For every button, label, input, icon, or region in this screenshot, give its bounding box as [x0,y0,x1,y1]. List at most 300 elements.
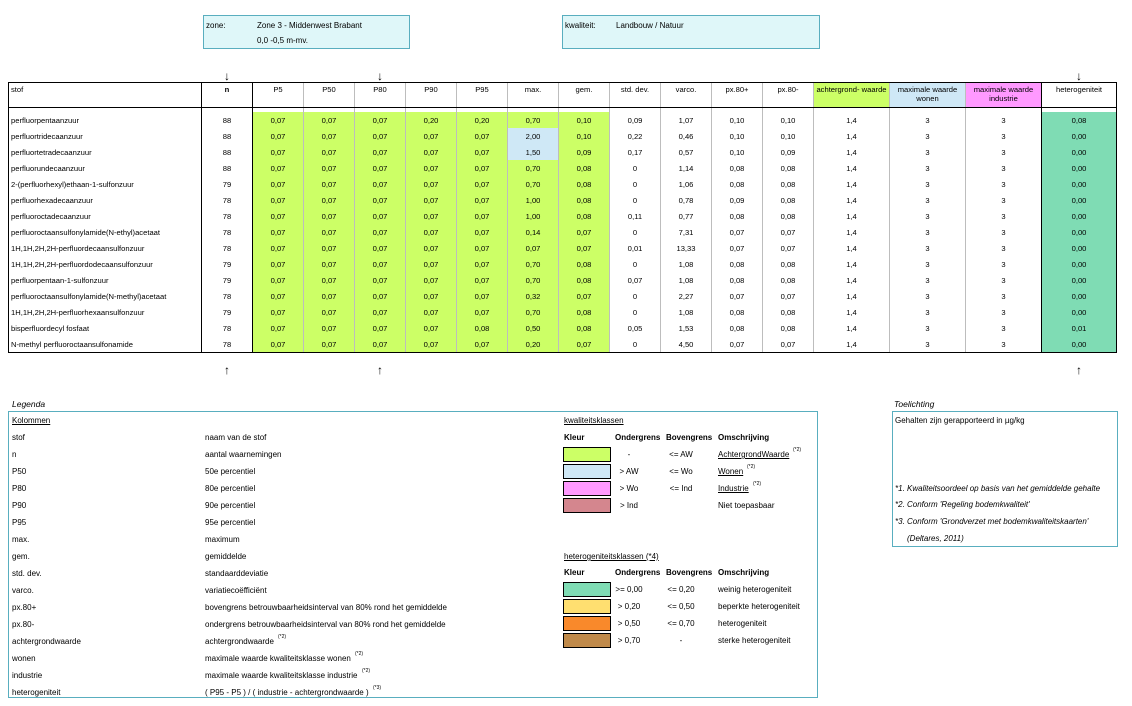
zone-box [203,15,410,49]
table-cell: 0,07 [457,144,508,160]
table-cell: 0,07 [304,176,355,192]
legend-desc: maximale waarde kwaliteitsklasse wonen [205,654,351,663]
table-cell: 0,07 [559,336,610,353]
table-cell: 0,46 [661,128,712,144]
table-cell: 0,01 [1042,320,1117,336]
table-cell: 0,07 [457,288,508,304]
legend-key: P50 [12,467,27,476]
table-cell: 1,07 [661,112,712,128]
col-header: maximale waarde wonen [890,83,966,108]
table-cell: 0,70 [508,272,559,288]
table-cell: 0,10 [712,128,763,144]
substance-name-cell: perfluortetradecaanzuur [9,144,202,160]
table-cell: 0 [610,224,661,240]
table-cell: 0 [610,176,661,192]
substance-name-cell: perfluorhexadecaanzuur [9,192,202,208]
table-cell: 1,4 [814,192,890,208]
legend-note: (*2) [278,634,287,640]
table-cell: 0,07 [457,240,508,256]
table-cell: 13,33 [661,240,712,256]
substance-name-cell: perfluorundecaanzuur [9,160,202,176]
table-cell: 1,4 [814,288,890,304]
table-cell: 0,08 [559,176,610,192]
kw-header-onder: Ondergrens [615,433,661,442]
table-cell: 3 [890,224,966,240]
arrow-up-het-icon: ↑ [1076,363,1082,377]
toelichting-note: *2. Conform 'Regeling bodemkwaliteit' [895,500,1030,509]
table-cell: 0,10 [763,128,814,144]
swatch-onder: > 0,70 [617,636,641,645]
legend-desc: aantal waarnemingen [205,450,282,459]
legend-key: industrie [12,671,43,680]
table-cell: 3 [890,160,966,176]
table-cell: 0,08 [712,160,763,176]
table-cell: 0,07 [355,128,406,144]
table-cell: 1,08 [661,272,712,288]
table-cell: 0,07 [457,208,508,224]
table-row [9,256,1117,272]
legend-key: P90 [12,501,27,510]
table-cell: 0,08 [559,304,610,320]
table-cell: 0,32 [508,288,559,304]
color-swatch [563,498,611,513]
table-cell: 3 [890,128,966,144]
table-cell: 0,10 [559,128,610,144]
table-cell: 1,4 [814,320,890,336]
table-cell: 0,07 [304,256,355,272]
table-cell: 0,07 [355,304,406,320]
color-swatch [563,464,611,479]
table-cell: 79 [202,304,253,320]
table-cell: 0,07 [763,240,814,256]
table-row [9,304,1117,320]
toelichting-note: *3. Conform 'Grondverzet met bodemkwaliteitskaarten' [895,517,1089,526]
table-cell: 0 [610,288,661,304]
table-cell: 2,27 [661,288,712,304]
table-cell: 7,31 [661,224,712,240]
swatch-onder: > 0,50 [617,619,641,628]
kwaliteit-box [562,15,820,49]
table-cell: 78 [202,288,253,304]
het-header-boven: Bovengrens [666,568,713,577]
col-header: varco. [661,83,712,108]
table-cell: 1,4 [814,144,890,160]
table-cell: 0,20 [406,112,457,128]
table-cell: 0,07 [253,208,304,224]
table-cell: 0,78 [661,192,712,208]
table-row [9,192,1117,208]
legend-desc: naam van de stof [205,433,267,442]
arrow-down-p80-icon: ↓ [377,69,383,83]
table-cell: 0,00 [1042,240,1117,256]
table-cell: 78 [202,240,253,256]
table-cell: 0,77 [661,208,712,224]
table-cell: 1,06 [661,176,712,192]
table-cell: 1,4 [814,224,890,240]
legend-note: (*3) [373,685,382,691]
kwaliteit-title: kwaliteitsklassen [564,416,624,425]
legend-key: heterogeniteit [12,688,61,697]
legend-key: wonen [12,654,36,663]
swatch-onder: >= 0,00 [615,585,643,594]
table-cell: 0,08 [457,320,508,336]
table-cell: 0,08 [712,320,763,336]
legend-note: (*2) [362,668,371,674]
table-cell: 0,05 [610,320,661,336]
table-cell: 3 [890,112,966,128]
swatch-boven: <= 0,50 [667,602,695,611]
table-cell: 0,07 [253,336,304,353]
table-cell: 0,07 [355,336,406,353]
substance-name-cell: perfluorpentaanzuur [9,112,202,128]
table-cell: 0,07 [457,272,508,288]
table-cell: 0,07 [457,336,508,353]
table-cell: 3 [890,176,966,192]
table-cell: 0,00 [1042,176,1117,192]
table-row [9,176,1117,192]
substance-name-cell: bisperfluordecyl fosfaat [9,320,202,336]
col-header: P5 [253,83,304,108]
table-cell: 1,50 [508,144,559,160]
zone-label: zone: [206,21,226,30]
color-swatch [563,481,611,496]
legend-desc: ( P95 - P5 ) / ( industrie - achtergrondwaarde ) [205,688,369,697]
table-row [9,272,1117,288]
table-cell: 0,08 [763,256,814,272]
table-cell: 3 [966,160,1042,176]
table-cell: 0,07 [457,176,508,192]
table-cell: 0,08 [559,208,610,224]
table-cell: 0,07 [406,128,457,144]
table-cell: 1,4 [814,256,890,272]
table-row [9,144,1117,160]
table-row [9,112,1117,128]
table-cell: 0,07 [406,288,457,304]
table-cell: 0,08 [1042,112,1117,128]
table-cell: 0,07 [253,240,304,256]
table-cell: 0,70 [508,304,559,320]
color-swatch [563,599,611,614]
table-cell: 0,07 [406,224,457,240]
table-cell: 3 [966,144,1042,160]
toelichting-box [892,411,1118,547]
table-cell: 0,07 [406,208,457,224]
table-cell: 0,07 [355,224,406,240]
table-cell: 0,08 [763,192,814,208]
table-cell: 3 [966,304,1042,320]
table-row [9,320,1117,336]
col-header: px.80- [763,83,814,108]
swatch-onder: - [627,450,631,459]
table-cell: 3 [890,336,966,353]
table-cell: 0,07 [559,240,610,256]
table-cell: 0,14 [508,224,559,240]
table-cell: 0,07 [457,192,508,208]
table-cell: 0,22 [610,128,661,144]
arrow-down-n-icon: ↓ [224,69,230,83]
depth-value: 0,0 -0,5 m-mv. [257,36,308,45]
swatch-note: (*2) [753,481,762,487]
table-cell: 3 [890,272,966,288]
legend-desc: bovengrens betrouwbaarheidsinterval van 80% rond het gemiddelde [205,603,447,612]
table-cell: 3 [966,112,1042,128]
legend-key: stof [12,433,25,442]
table-cell: 0,07 [304,320,355,336]
table-cell: 0,07 [355,272,406,288]
legend-desc: maximum [205,535,240,544]
table-cell: 0,07 [712,336,763,353]
table-cell: 4,50 [661,336,712,353]
table-cell: 3 [966,288,1042,304]
table-cell: 0,10 [712,144,763,160]
table-cell: 2,00 [508,128,559,144]
table-cell: 0,20 [457,112,508,128]
table-cell: 0,07 [406,144,457,160]
table-cell: 0,07 [406,272,457,288]
table-cell: 0,07 [406,304,457,320]
table-cell: 88 [202,160,253,176]
table-header-row [9,83,1117,108]
table-cell: 0,50 [508,320,559,336]
table-cell: 3 [966,224,1042,240]
table-cell: 0,70 [508,176,559,192]
kwaliteit-value: Landbouw / Natuur [616,21,684,30]
table-row [9,160,1117,176]
table-cell: 0,57 [661,144,712,160]
table-cell: 0,08 [712,176,763,192]
swatch-oms: Industrie [718,484,749,493]
table-cell: 3 [966,336,1042,353]
table-cell: 0,17 [610,144,661,160]
kw-header-kleur: Kleur [564,433,585,442]
table-cell: 3 [890,288,966,304]
swatch-note: (*2) [747,464,756,470]
table-cell: 0,07 [763,224,814,240]
table-cell: 0,07 [253,256,304,272]
legend-desc: 50e percentiel [205,467,256,476]
substance-name-cell: N-methyl perfluoroctaansulfonamide [9,336,202,353]
table-cell: 1,4 [814,208,890,224]
table-cell: 1,14 [661,160,712,176]
legend-desc: gemiddelde [205,552,247,561]
table-cell: 0,00 [1042,288,1117,304]
table-cell: 0,10 [559,112,610,128]
table-cell: 0,08 [559,256,610,272]
table-cell: 0,08 [763,208,814,224]
legend-key: n [12,450,17,459]
table-cell: 0,07 [304,208,355,224]
table-cell: 3 [890,256,966,272]
col-header: stof [9,83,202,108]
swatch-oms: heterogeniteit [718,619,767,628]
substance-name-cell: perfluoroctaansulfonylamide(N-ethyl)acetaat [9,224,202,240]
table-cell: 0 [610,336,661,353]
swatch-boven: <= 0,20 [667,585,695,594]
swatch-onder: > 0,20 [617,602,641,611]
table-cell: 0,07 [253,176,304,192]
legend-desc: 80e percentiel [205,484,256,493]
table-cell: 3 [890,144,966,160]
table-cell: 0,07 [457,224,508,240]
legend-desc: achtergrondwaarde [205,637,274,646]
table-cell: 0 [610,256,661,272]
substance-name-cell: 1H,1H,2H,2H-perfluordodecaansulfonzuur [9,256,202,272]
table-cell: 0,70 [508,112,559,128]
table-cell: 0,08 [712,272,763,288]
table-cell: 78 [202,320,253,336]
table-cell: 0,70 [508,160,559,176]
substance-name-cell: perfluortridecaanzuur [9,128,202,144]
table-cell: 0,07 [457,128,508,144]
table-cell: 3 [890,320,966,336]
swatch-onder: > AW [619,467,639,476]
table-cell: 0,07 [355,144,406,160]
table-cell: 3 [966,320,1042,336]
legend-key: achtergrondwaarde [12,637,81,646]
table-cell: 3 [966,240,1042,256]
table-row [9,224,1117,240]
col-header: P90 [406,83,457,108]
table-cell: 0,08 [712,256,763,272]
substance-name-cell: perfluorpentaan-1-sulfonzuur [9,272,202,288]
table-cell: 79 [202,256,253,272]
swatch-note: (*2) [793,447,802,453]
swatch-oms: AchtergrondWaarde [718,450,790,459]
table-cell: 1,4 [814,128,890,144]
col-header: P95 [457,83,508,108]
table-cell: 0,70 [508,256,559,272]
arrow-up-p80-icon: ↑ [377,363,383,377]
table-cell: 0,07 [355,256,406,272]
kw-header-boven: Bovengrens [666,433,713,442]
legend-key: P95 [12,518,27,527]
col-header: achtergrond- waarde [814,83,890,108]
table-cell: 88 [202,128,253,144]
table-cell: 3 [966,272,1042,288]
table-cell: 0,09 [610,112,661,128]
table-cell: 0,07 [406,192,457,208]
table-cell: 0,07 [304,240,355,256]
kwaliteit-label: kwaliteit: [565,21,596,30]
arrow-down-het-icon: ↓ [1076,69,1082,83]
table-cell: 0,07 [253,224,304,240]
table-cell: 0,10 [712,112,763,128]
table-cell: 3 [966,128,1042,144]
col-header: n [202,83,253,108]
table-cell: 79 [202,272,253,288]
table-cell: 0,07 [406,256,457,272]
col-header: heterogeniteit [1042,83,1117,108]
table-cell: 0,07 [355,320,406,336]
table-cell: 0,07 [355,176,406,192]
legend-desc: maximale waarde kwaliteitsklasse industrie [205,671,358,680]
table-cell: 3 [890,240,966,256]
het-header-kleur: Kleur [564,568,585,577]
table-cell: 79 [202,176,253,192]
table-cell: 0,07 [253,112,304,128]
table-cell: 0,07 [304,192,355,208]
table-cell: 78 [202,192,253,208]
table-cell: 0,08 [763,160,814,176]
col-header: gem. [559,83,610,108]
table-cell: 0,07 [304,128,355,144]
table-cell: 0,00 [1042,144,1117,160]
table-cell: 0,00 [1042,208,1117,224]
table-cell: 0,07 [355,160,406,176]
toelichting-line: Gehalten zijn gerapporteerd in µg/kg [895,416,1025,425]
table-cell: 88 [202,112,253,128]
table-cell: 0 [610,304,661,320]
legend-key: px.80- [12,620,35,629]
swatch-boven: <= Ind [669,484,693,493]
legend-key: P80 [12,484,27,493]
table-cell: 0,00 [1042,304,1117,320]
table-cell: 0,20 [508,336,559,353]
table-cell: 1,4 [814,304,890,320]
table-row [9,208,1117,224]
color-swatch [563,447,611,462]
legend-desc: standaarddeviatie [205,569,269,578]
table-cell: 0,07 [304,304,355,320]
table-cell: 0,09 [712,192,763,208]
legend-box [8,411,818,698]
col-header: std. dev. [610,83,661,108]
swatch-oms: weinig heterogeniteit [718,585,792,594]
table-cell: 0,00 [1042,160,1117,176]
table-cell: 0,07 [406,320,457,336]
toelichting-note: (Deltares, 2011) [907,534,964,543]
table-cell: 0,07 [253,288,304,304]
table-cell: 3 [890,208,966,224]
legend-key: std. dev. [12,569,42,578]
table-cell: 0,07 [508,240,559,256]
table-cell: 0,07 [355,112,406,128]
legend-desc: 95e percentiel [205,518,256,527]
table-cell: 0,07 [304,160,355,176]
legend-desc: variatiecoëfficiënt [205,586,267,595]
het-header-oms: Omschrijving [718,568,770,577]
table-cell: 0,07 [610,272,661,288]
het-header-onder: Ondergrens [615,568,661,577]
swatch-boven: <= 0,70 [667,619,695,628]
swatch-oms: Niet toepasbaar [718,501,775,510]
table-row [9,336,1117,353]
table-cell: 78 [202,336,253,353]
table-cell: 0,00 [1042,256,1117,272]
table-cell: 3 [966,192,1042,208]
substance-name-cell: perfluoroctaansulfonylamide(N-methyl)acetaat [9,288,202,304]
table-cell: 0,07 [304,144,355,160]
table-cell: 0,07 [355,208,406,224]
swatch-oms: sterke heterogeniteit [718,636,791,645]
table-cell: 0,07 [712,224,763,240]
table-cell: 3 [966,208,1042,224]
table-cell: 0,00 [1042,224,1117,240]
table-cell: 0,00 [1042,336,1117,353]
zone-value: Zone 3 - Middenwest Brabant [257,21,362,30]
table-cell: 0,07 [406,160,457,176]
legend-key: varco. [12,586,34,595]
table-cell: 0,08 [763,176,814,192]
swatch-onder: > Ind [619,501,638,510]
col-header: px.80+ [712,83,763,108]
toelichting-title: Toelichting [894,399,935,409]
table-cell: 0,08 [763,272,814,288]
table-cell: 0,07 [406,176,457,192]
substance-name-cell: 1H,1H,2H,2H-perfluordecaansulfonzuur [9,240,202,256]
table-row [9,128,1117,144]
legend-desc: 90e percentiel [205,501,256,510]
